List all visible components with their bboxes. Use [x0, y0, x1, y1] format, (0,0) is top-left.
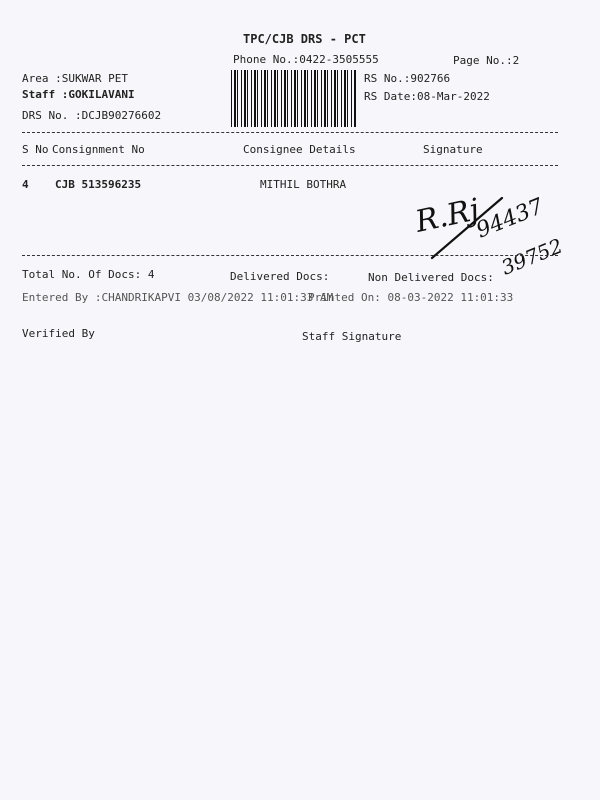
staff-label: Staff :GOKILAVANI	[22, 88, 135, 101]
non-delivered-docs: Non Delivered Docs:	[368, 271, 494, 284]
handwritten-number-1: 94437	[472, 194, 548, 244]
row-consignment-number: CJB 513596235	[55, 178, 142, 191]
col-header-signature: Signature	[423, 143, 483, 156]
area-label: Area :SUKWAR PET	[22, 72, 128, 85]
handwritten-number-2: 39752	[497, 233, 566, 280]
document-title: TPC/CJB DRS - PCT	[243, 32, 366, 46]
row-consignee-name: MITHIL BOTHRA	[260, 178, 347, 191]
verified-by: Verified By	[22, 327, 95, 340]
delivered-docs: Delivered Docs:	[230, 270, 330, 283]
rs-number: RS No.:902766	[364, 72, 451, 85]
staff-signature: Staff Signature	[302, 330, 402, 343]
col-header-consignee: Consignee Details	[243, 143, 356, 156]
divider-header	[22, 165, 558, 166]
divider-top	[22, 132, 558, 133]
entered-by: Entered By :CHANDRIKAPVI 03/08/2022 11:01:33 AM	[22, 291, 334, 304]
col-header-sno: S No	[22, 143, 49, 156]
phone-number: Phone No.:0422-3505555	[233, 53, 379, 66]
printed-on: Printed On: 08-03-2022 11:01:33	[308, 291, 514, 304]
total-docs: Total No. Of Docs: 4	[22, 268, 155, 281]
rs-date: RS Date:08-Mar-2022	[364, 90, 490, 103]
barcode	[231, 70, 356, 127]
drs-number: DRS No. :DCJB90276602	[22, 109, 162, 122]
row-sno: 4	[22, 178, 29, 191]
signature-initials: R.Rj	[412, 192, 483, 240]
page-number: Page No.:2	[453, 54, 520, 67]
divider-bottom	[22, 255, 558, 256]
col-header-consignment: Consignment No	[52, 143, 145, 156]
